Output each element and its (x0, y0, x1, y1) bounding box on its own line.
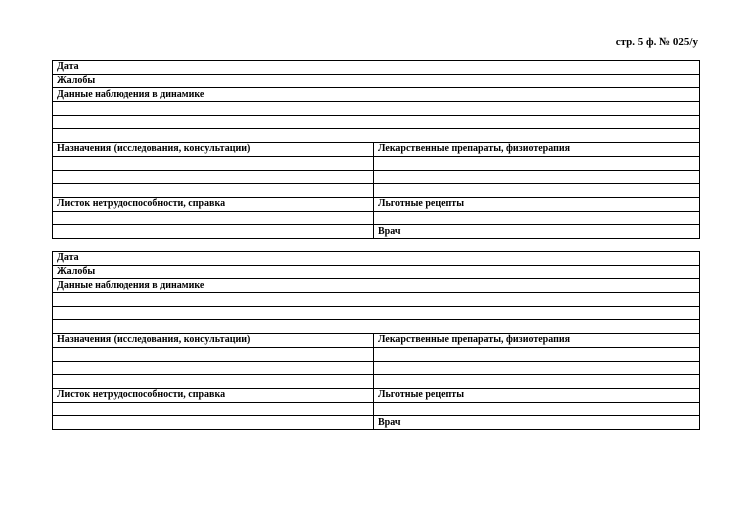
date-label: Дата (53, 61, 700, 75)
medications-entry[interactable] (374, 361, 700, 375)
medications-label: Лекарственные препараты, физиотерапия (374, 143, 700, 157)
medications-entry[interactable] (374, 375, 700, 389)
complaints-label: Жалобы (53, 265, 700, 279)
observations-entry-line[interactable] (53, 293, 700, 307)
doctor-label: Врач (374, 416, 700, 430)
preferential-prescriptions-label: Льготные рецепты (374, 197, 700, 211)
observations-entry-line[interactable] (53, 320, 700, 334)
observations-entry-line[interactable] (53, 129, 700, 143)
observations-label: Данные наблюдения в динамике (53, 88, 700, 102)
medications-entry[interactable] (374, 156, 700, 170)
observations-label: Данные наблюдения в динамике (53, 279, 700, 293)
sick-leave-entry[interactable] (53, 402, 374, 416)
medications-label: Лекарственные препараты, физиотерапия (374, 334, 700, 348)
sick-leave-entry[interactable] (53, 416, 374, 430)
sick-leave-label: Листок нетрудоспособности, справка (53, 197, 374, 211)
medications-entry[interactable] (374, 170, 700, 184)
observations-entry-line[interactable] (53, 306, 700, 320)
sick-leave-label: Листок нетрудоспособности, справка (53, 388, 374, 402)
doctor-label: Врач (374, 225, 700, 239)
prescriptions-entry[interactable] (53, 184, 374, 198)
sick-leave-entry[interactable] (53, 225, 374, 239)
prescriptions-label: Назначения (исследования, консультации) (53, 143, 374, 157)
complaints-label: Жалобы (53, 74, 700, 88)
visit-record-form-1 (52, 60, 700, 239)
medications-entry[interactable] (374, 184, 700, 198)
prescriptions-entry[interactable] (53, 375, 374, 389)
preferential-prescriptions-entry[interactable] (374, 402, 700, 416)
prescriptions-entry[interactable] (53, 361, 374, 375)
observations-entry-line[interactable] (53, 102, 700, 116)
medications-entry[interactable] (374, 347, 700, 361)
prescriptions-entry[interactable] (53, 347, 374, 361)
preferential-prescriptions-entry[interactable] (374, 211, 700, 225)
prescriptions-label: Назначения (исследования, консультации) (53, 334, 374, 348)
prescriptions-entry[interactable] (53, 156, 374, 170)
date-label: Дата (53, 252, 700, 266)
preferential-prescriptions-label: Льготные рецепты (374, 388, 700, 402)
visit-record-form-2 (52, 251, 700, 430)
page-reference: стр. 5 ф. № 025/у (615, 36, 698, 48)
observations-entry-line[interactable] (53, 115, 700, 129)
prescriptions-entry[interactable] (53, 170, 374, 184)
sick-leave-entry[interactable] (53, 211, 374, 225)
